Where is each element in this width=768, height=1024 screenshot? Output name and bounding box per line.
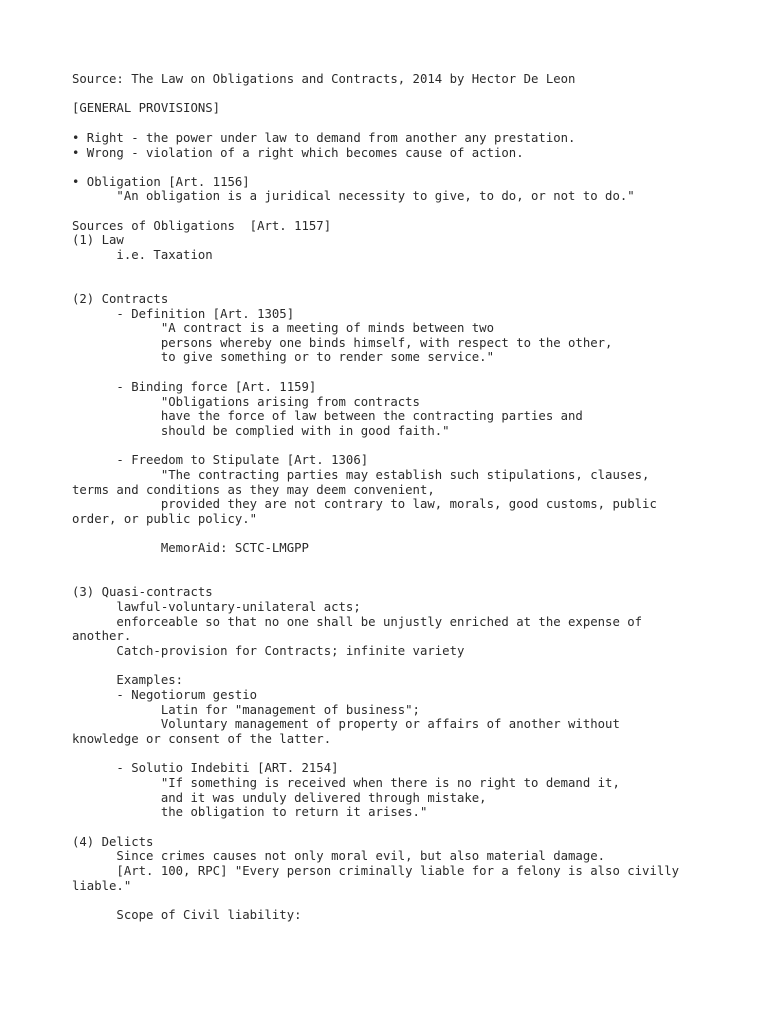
- obligation-quote: "An obligation is a juridical necessity to give, to do, or not to do.": [72, 189, 635, 203]
- text-line: - Binding force [Art. 1159]: [72, 380, 317, 394]
- text-line: to give something or to render some service.": [72, 350, 494, 364]
- section-heading: [GENERAL PROVISIONS]: [72, 101, 221, 115]
- text-line: Latin for "management of business";: [72, 703, 420, 717]
- text-line: provided they are not contrary to law, morals, good customs, public: [72, 497, 657, 511]
- text-line: [Art. 100, RPC] "Every person criminally liable for a felony is also civilly: [72, 864, 680, 878]
- text-line: and it was unduly delivered through mistake,: [72, 791, 487, 805]
- text-line: liable.": [72, 879, 132, 893]
- text-line: order, or public policy.": [72, 512, 258, 526]
- bullet-obligation: • Obligation [Art. 1156]: [72, 175, 250, 189]
- text-line: the obligation to return it arises.": [72, 805, 428, 819]
- text-line: have the force of law between the contracting parties and: [72, 409, 583, 423]
- text-line: "A contract is a meeting of minds between two: [72, 321, 494, 335]
- text-line: Voluntary management of property or affairs of another without: [72, 717, 620, 731]
- text-line: another.: [72, 629, 132, 643]
- source-contracts: (2) Contracts: [72, 292, 169, 306]
- text-line: terms and conditions as they may deem convenient,: [72, 483, 435, 497]
- text-line: i.e. Taxation: [72, 248, 213, 262]
- source-law: (1) Law: [72, 233, 124, 247]
- source-delicts: (4) Delicts: [72, 835, 154, 849]
- bullet-wrong: • Wrong - violation of a right which becomes cause of action.: [72, 146, 524, 160]
- text-line: knowledge or consent of the latter.: [72, 732, 332, 746]
- source-line: Source: The Law on Obligations and Contracts, 2014 by Hector De Leon: [72, 72, 576, 86]
- text-line: lawful-voluntary-unilateral acts;: [72, 600, 361, 614]
- bullet-right: • Right - the power under law to demand from another any prestation.: [72, 131, 576, 145]
- text-line: Since crimes causes not only moral evil, but also material damage.: [72, 849, 606, 863]
- text-line: persons whereby one binds himself, with respect to the other,: [72, 336, 613, 350]
- text-line: - Solutio Indebiti [ART. 2154]: [72, 761, 339, 775]
- text-line: "If something is received when there is no right to demand it,: [72, 776, 620, 790]
- text-line: Scope of Civil liability:: [72, 908, 302, 922]
- text-line: - Freedom to Stipulate [Art. 1306]: [72, 453, 369, 467]
- text-line: "Obligations arising from contracts: [72, 395, 420, 409]
- text-line: Catch-provision for Contracts; infinite variety: [72, 644, 465, 658]
- sources-heading: Sources of Obligations [Art. 1157]: [72, 219, 332, 233]
- text-line: "The contracting parties may establish such stipulations, clauses,: [72, 468, 650, 482]
- text-line: enforceable so that no one shall be unjustly enriched at the expense of: [72, 615, 643, 629]
- text-line: - Definition [Art. 1305]: [72, 307, 295, 321]
- text-line: - Negotiorum gestio: [72, 688, 258, 702]
- text-line: Examples:: [72, 673, 184, 687]
- memoraid-line: MemorAid: SCTC-LMGPP: [72, 541, 309, 555]
- text-line: should be complied with in good faith.": [72, 424, 450, 438]
- source-quasi-contracts: (3) Quasi-contracts: [72, 585, 213, 599]
